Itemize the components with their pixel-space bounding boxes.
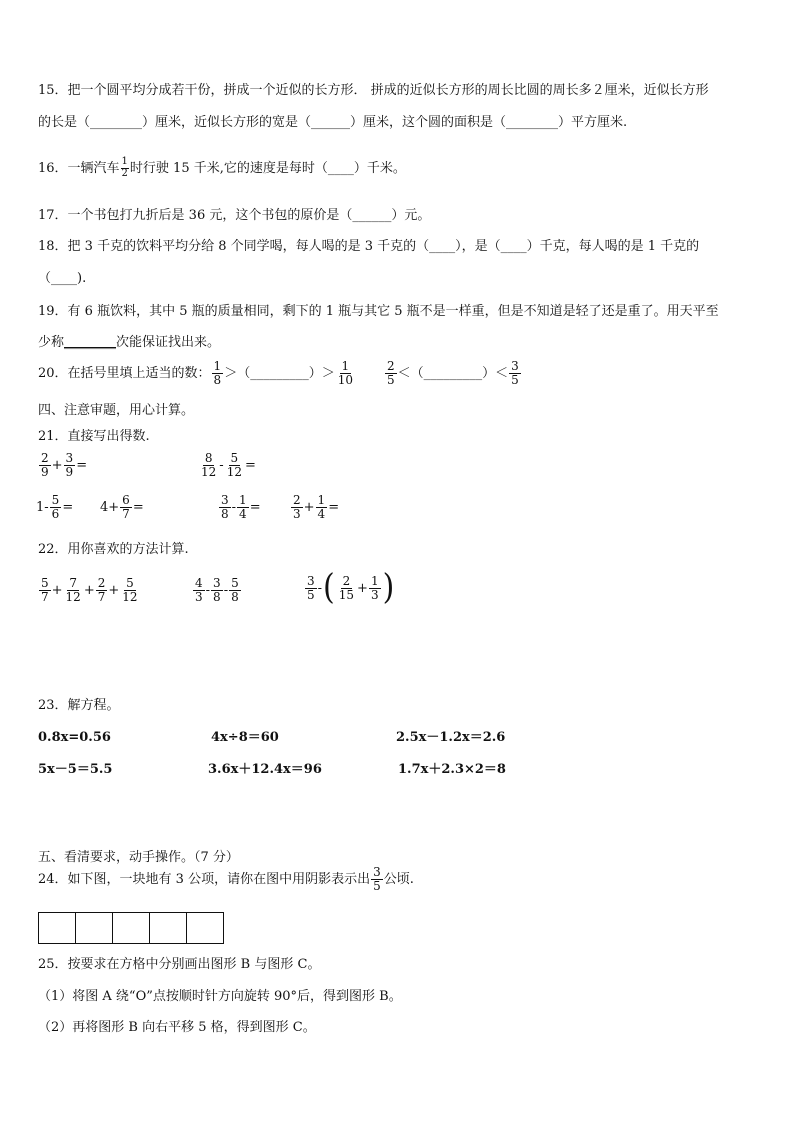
operator: + [51, 457, 63, 473]
whole-number: 1- [36, 499, 49, 515]
denominator: 4 [239, 506, 247, 521]
operator: - [231, 499, 237, 515]
q20 [38, 360, 522, 386]
denominator: 8 [221, 506, 229, 521]
operator: + [108, 582, 120, 598]
numerator: 1 [239, 493, 247, 507]
q24-land-grid [38, 912, 224, 944]
q21-expr-3 [36, 494, 73, 520]
left-parenthesis: ( [323, 567, 335, 608]
equals-sign: = [62, 499, 74, 515]
q21-expr-5 [218, 494, 261, 520]
q21-expr-6 [290, 494, 339, 520]
q20-f2-num: 1 [341, 359, 350, 373]
denominator: 3 [370, 587, 379, 602]
denominator: 12 [226, 464, 242, 479]
section-4-heading: 四、注意审题，用心计算。 [38, 403, 195, 418]
denominator: 3 [195, 589, 203, 604]
q24 [38, 866, 414, 892]
denominator: 12 [65, 589, 81, 604]
q20-compare-2: ＜（_________）＜ [397, 365, 509, 381]
fraction [305, 575, 317, 601]
fraction [120, 494, 132, 520]
fraction [96, 577, 108, 603]
q16-frac-den: 2 [121, 167, 128, 179]
q23-equation: 3.6x＋12.4x＝96 [208, 762, 322, 777]
q21-expr-1 [38, 452, 87, 478]
q24-frac-den: 5 [373, 878, 381, 893]
q20-f1-num: 1 [213, 359, 222, 373]
numerator: 2 [293, 493, 301, 507]
q20-f4-den: 5 [511, 372, 519, 387]
q23-equation: 2.5x－1.2x＝2.6 [396, 730, 506, 745]
section-5-heading: 五、看清要求，动手操作。（7 分） [38, 850, 239, 865]
operator: + [51, 582, 63, 598]
q23-equation: 0.8x=0.56 [38, 730, 111, 745]
fraction [237, 494, 249, 520]
numerator: 5 [51, 493, 60, 507]
denominator: 7 [97, 589, 106, 604]
operator: - [205, 582, 211, 598]
operator: + [303, 499, 315, 515]
q16-text-before: 16．一辆汽车 [38, 160, 120, 176]
q21-title: 21．直接写出得数. [38, 429, 150, 444]
fraction [369, 575, 381, 601]
numerator: 1 [370, 573, 379, 588]
denominator: 8 [231, 589, 239, 604]
numerator: 1 [317, 493, 326, 507]
q20-prefix: 20．在括号里填上适当的数： [38, 365, 211, 381]
grid-cell[interactable] [149, 912, 187, 944]
denominator: 5 [307, 587, 315, 602]
numerator: 4 [195, 576, 203, 590]
equals-sign: = [244, 457, 256, 473]
operator: + [83, 582, 95, 598]
operator: - [317, 580, 323, 596]
fraction [337, 575, 356, 601]
q23-equation: 5x－5＝5.5 [38, 762, 113, 777]
operator: - [219, 457, 224, 473]
q22-expr-2 [192, 577, 242, 603]
numerator: 6 [122, 493, 130, 507]
fraction [193, 577, 205, 603]
q19-line1: 19．有 6 瓶饮料，其中 5 瓶的质量相同，剩下的 1 瓶与其它 5 瓶不是一样重，但是不知道是轻了还是重了。用天平至 [38, 304, 719, 319]
q20-fraction-4 [509, 360, 521, 386]
q21-expr-2 [198, 452, 256, 478]
q23-equation: 1.7x＋2.3×2＝8 [398, 762, 506, 777]
q22-expr-1 [38, 577, 141, 603]
q25-step-2: （2）再将图形 B 向右平移 5 格，得到图形 C。 [38, 1020, 316, 1035]
q20-fraction-2 [336, 360, 355, 386]
denominator: 7 [41, 589, 49, 604]
grid-cell[interactable] [112, 912, 150, 944]
fraction [225, 452, 244, 478]
numerator: 3 [307, 573, 315, 588]
right-parenthesis: ) [382, 567, 395, 608]
denominator: 4 [317, 506, 326, 521]
q16-frac-num: 1 [121, 156, 128, 167]
numerator: 2 [97, 576, 106, 590]
denominator: 9 [41, 464, 49, 479]
q23-title: 23．解方程。 [38, 698, 120, 713]
numerator: 5 [231, 576, 239, 590]
denominator: 12 [201, 464, 217, 479]
operator: - [223, 582, 229, 598]
q24-text-after: 公顷. [383, 871, 414, 887]
numerator: 2 [41, 451, 49, 465]
fraction [291, 494, 303, 520]
numerator: 3 [221, 493, 229, 507]
fraction [316, 494, 328, 520]
numerator: 2 [342, 573, 351, 588]
fraction [39, 452, 51, 478]
fraction [211, 577, 223, 603]
q25-step-1: （1）将图 A 绕“O”点按顺时针方向旋转 90°后，得到图形 B。 [38, 989, 402, 1004]
denominator: 6 [51, 506, 60, 521]
q16-text-after: 时行驶 15 千米,它的速度是每时（____）千米。 [129, 160, 406, 176]
numerator: 7 [69, 576, 77, 590]
whole-number: 4+ [100, 499, 120, 515]
q25-title: 25．按要求在方格中分别画出图形 B 与图形 C。 [38, 957, 321, 972]
grid-cell[interactable] [75, 912, 113, 944]
denominator: 7 [122, 506, 130, 521]
q19-text-before: 少称 [38, 335, 65, 350]
fraction [39, 577, 51, 603]
fraction [120, 577, 139, 603]
equals-sign: = [328, 499, 340, 515]
q24-fraction [371, 866, 383, 892]
fraction [219, 494, 231, 520]
q16-fraction [121, 157, 129, 179]
equals-sign: = [132, 499, 144, 515]
q19-blank: ________ [64, 335, 117, 350]
q20-fraction-1 [212, 360, 224, 386]
numerator: 5 [230, 451, 239, 465]
fraction [199, 452, 218, 478]
q20-f4-num: 3 [511, 359, 519, 373]
equals-sign: = [249, 499, 261, 515]
q23-equation: 4x÷8＝60 [211, 730, 279, 745]
operator: + [357, 580, 368, 596]
fraction [64, 577, 83, 603]
numerator: 3 [213, 576, 221, 590]
q19-line2 [38, 336, 220, 349]
equals-sign: = [76, 457, 88, 473]
numerator: 8 [204, 451, 213, 465]
denominator: 15 [338, 587, 355, 602]
fraction [50, 494, 62, 520]
grid-cell[interactable] [38, 912, 76, 944]
denominator: 8 [213, 589, 221, 604]
q16 [38, 157, 406, 179]
fraction [229, 577, 241, 603]
denominator: 9 [65, 464, 74, 479]
q15-line2: 的长是（________）厘米，近似长方形的宽是（______）厘米，这个圆的面积是（________）平方厘米. [38, 115, 628, 130]
fraction [64, 452, 76, 478]
q20-f3-num: 2 [386, 359, 395, 373]
q17: 17．一个书包打九折后是 36 元，这个书包的原价是（______）元。 [38, 208, 431, 223]
q24-text-before: 24．如下图，一块地有 3 公项，请你在图中用阴影表示出 [38, 871, 371, 887]
q22-expr-3 [304, 567, 395, 608]
numerator: 5 [126, 576, 134, 590]
q20-compare-1: ＞（_________）＞ [224, 365, 335, 381]
q24-frac-num: 3 [373, 865, 381, 879]
denominator: 3 [293, 506, 301, 521]
q20-f1-den: 8 [213, 372, 222, 387]
q15-line1: 15．把一个圆平均分成若干份，拼成一个近似的长方形． 拼成的近似长方形的周长比圆的周长多２厘米，近似长方形 [38, 83, 709, 98]
q22-title: 22．用你喜欢的方法计算. [38, 542, 189, 557]
q20-f3-den: 5 [386, 372, 395, 387]
denominator: 12 [122, 589, 138, 604]
q20-f2-den: 10 [337, 372, 353, 387]
q19-text-after: 次能保证找出来。 [116, 335, 221, 350]
grid-cell[interactable] [186, 912, 224, 944]
q18-line2: （____). [38, 271, 87, 286]
q21-expr-4 [100, 494, 144, 520]
numerator: 5 [41, 576, 49, 590]
numerator: 3 [65, 451, 74, 465]
q18-line1: 18．把 3 千克的饮料平均分给 8 个同学喝，每人喝的是 3 千克的（____），是（____）千克，每人喝的是 1 千克的 [38, 239, 700, 254]
q20-fraction-3 [385, 360, 397, 386]
